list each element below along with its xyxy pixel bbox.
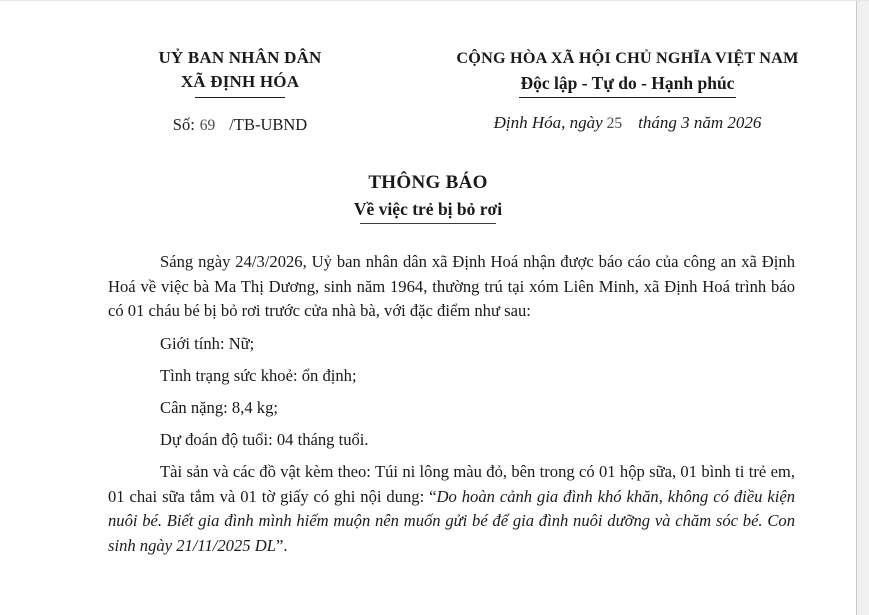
issuing-authority-block [85, 46, 395, 138]
document-body [0, 250, 856, 559]
belongings-paragraph [108, 460, 795, 558]
detail-gender: Giới tính: Nữ; [160, 333, 255, 353]
document-number-line [85, 113, 395, 138]
document-number-suffix: /TB-UBND [229, 115, 308, 134]
page-edge-strip [856, 1, 869, 615]
national-motto: Độc lập - Tự do - Hạnh phúc [519, 71, 737, 98]
issuing-authority-commune: XÃ ĐỊNH HÓA [180, 72, 300, 91]
national-title: CỘNG HÒA XÃ HỘI CHỦ NGHĨA VIỆT NAM [456, 49, 799, 67]
document-title: THÔNG BÁO [368, 172, 488, 193]
note-quote-text: Do hoàn cảnh gia đình khó khăn, không có điều kiện nuôi bé. Biết gia đình mình hiếm muộn nên muốn gửi bé để gia đình nuôi dưỡng và chăm sóc bé. Con sinh ngày 21/11/2025 DL [108, 486, 796, 555]
issuing-authority-name: UỶ BAN NHÂN DÂN [158, 48, 322, 67]
document-title-block [0, 169, 856, 224]
detail-weight: Cân nặng: 8,4 kg; [160, 397, 278, 417]
document-number-value: 69 [199, 117, 216, 134]
date-day-value: 25 [606, 115, 623, 132]
intro-paragraph: Sáng ngày 24/3/2026, Uỷ ban nhân dân xã Định Hoá nhận được báo cáo của công an xã Định Hoá về việc bà Ma Thị Dương, sinh năm 1964, thường trú tại xóm Liên Minh, xã Định Hoá trình báo có 01 cháu bé bị bỏ rơi trước cửa nhà bà, với đặc điểm như sau: [108, 252, 795, 321]
detail-age: Dự đoán độ tuổi: 04 tháng tuổi. [160, 430, 369, 450]
place-date-line [409, 111, 846, 136]
quote-closing: ”. [275, 535, 288, 555]
document-header [0, 46, 856, 138]
date-prefix: Định Hóa, ngày [493, 113, 603, 132]
national-header-block [395, 46, 856, 138]
subtitle-underline [360, 223, 496, 224]
document-subtitle: Về việc trẻ bị bỏ rơi [353, 199, 503, 219]
document-page [0, 1, 856, 615]
belongings-text: Tài sản và các đồ vật kèm theo: Túi ni lông màu đỏ, bên trong có 01 hộp sữa, 01 bình ti trẻ em, 01 chai sữa tắm và 01 tờ giấy có ghi nội dung: “ [108, 462, 795, 506]
detail-health: Tình trạng sức khoẻ: ổn định; [160, 365, 357, 385]
date-suffix: tháng 3 năm 2026 [638, 113, 762, 132]
document-number-prefix: Số: [172, 115, 195, 134]
national-motto-line [409, 71, 846, 98]
authority-underline [195, 97, 285, 98]
